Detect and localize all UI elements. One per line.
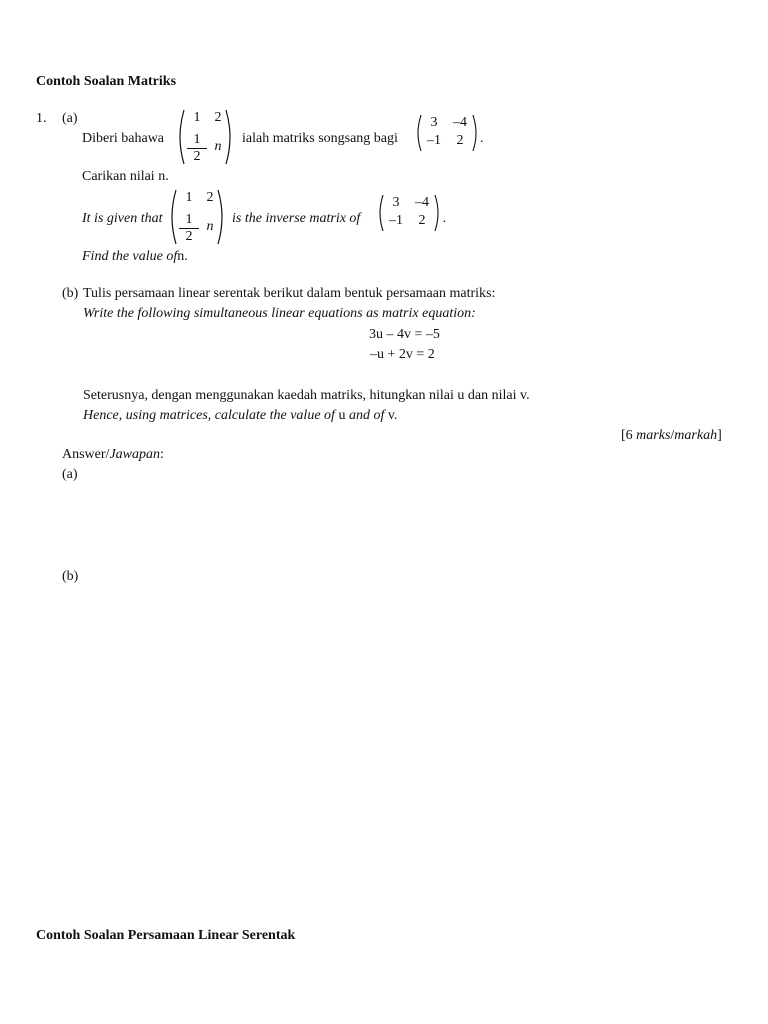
matrix-cell: –1 xyxy=(427,133,441,148)
part-a-label: (a) xyxy=(62,111,78,126)
fraction-denominator: 2 xyxy=(193,149,201,164)
matrix-fraction xyxy=(179,212,199,245)
hence-and-of: and of xyxy=(348,408,385,423)
fraction-denominator: 2 xyxy=(185,229,193,244)
hence-var-v: v. xyxy=(387,408,398,423)
matrix-cell: –1 xyxy=(389,213,403,228)
matrix-inverse-english xyxy=(168,188,226,246)
equation-2: –u + 2v = 2 xyxy=(370,347,435,362)
matrix-cell: 1 xyxy=(185,190,193,205)
matrix-original-english xyxy=(376,193,442,233)
hence-text: Hence, using matrices, calculate the value of xyxy=(83,408,335,423)
part-a-malay-pre: Diberi bahawa xyxy=(82,131,165,146)
marks-word: marks xyxy=(636,428,671,443)
part-a-english-find xyxy=(82,249,188,265)
part-b-english: Write the following simultaneous linear equations as matrix equation: xyxy=(83,306,476,321)
part-b-malay-hence: Seterusnya, dengan menggunakan kaedah matriks, hitungkan nilai u dan nilai v. xyxy=(83,388,530,403)
equation-1: 3u – 4v = –5 xyxy=(369,327,440,342)
matrix-cell: n xyxy=(206,219,214,234)
part-b-malay: Tulis persamaan linear serentak berikut dalam bentuk persamaan matriks: xyxy=(83,286,496,301)
answer-label xyxy=(62,447,164,463)
marks-close: ] xyxy=(717,428,722,443)
matrix-original-malay xyxy=(414,113,480,153)
matrix-cell: 2 xyxy=(456,133,464,148)
marks-slash: / xyxy=(670,428,675,443)
matrix-cell: –4 xyxy=(415,195,429,210)
matrix-cell: 3 xyxy=(430,115,438,130)
part-b-label: (b) xyxy=(62,286,79,301)
fraction-numerator: 1 xyxy=(179,212,199,229)
matrix-cell: 2 xyxy=(214,110,222,125)
question-number: 1. xyxy=(36,111,47,126)
part-a-malay-end: . xyxy=(480,131,484,146)
answer-en: Answer/ xyxy=(62,447,110,462)
matrix-cell: n xyxy=(214,139,222,154)
part-a-malay-find: Carikan nilai n. xyxy=(82,169,169,184)
part-b-english-hence xyxy=(83,408,397,424)
matrix-cell: 2 xyxy=(206,190,214,205)
hence-var-u: u xyxy=(338,408,346,423)
matrix-cell: 2 xyxy=(418,213,426,228)
answer-colon: : xyxy=(160,447,164,462)
part-a-english-mid: is the inverse matrix of xyxy=(232,211,361,226)
fraction-numerator: 1 xyxy=(187,132,207,149)
part-a-english-pre: It is given that xyxy=(82,211,163,226)
find-var: n. xyxy=(177,249,188,264)
matrix-cell: 3 xyxy=(392,195,400,210)
part-a-malay-mid: ialah matriks songsang bagi xyxy=(242,131,398,146)
marks-open: [6 xyxy=(621,428,637,443)
answer-my: Jawapan xyxy=(109,447,160,462)
part-a-english-end: . xyxy=(443,211,447,226)
matrix-fraction xyxy=(187,132,207,165)
matrix-inverse-malay xyxy=(176,108,234,166)
section-title-persamaan: Contoh Soalan Persamaan Linear Serentak xyxy=(36,928,296,943)
marks-indicator xyxy=(621,428,722,444)
answer-b-label: (b) xyxy=(62,569,79,584)
answer-a-label: (a) xyxy=(62,467,78,482)
matrix-cell: 1 xyxy=(193,110,201,125)
matrix-cell: –4 xyxy=(453,115,467,130)
section-title-matriks: Contoh Soalan Matriks xyxy=(36,74,177,89)
find-text: Find the value of xyxy=(82,249,178,264)
markah-word: markah xyxy=(674,428,718,443)
